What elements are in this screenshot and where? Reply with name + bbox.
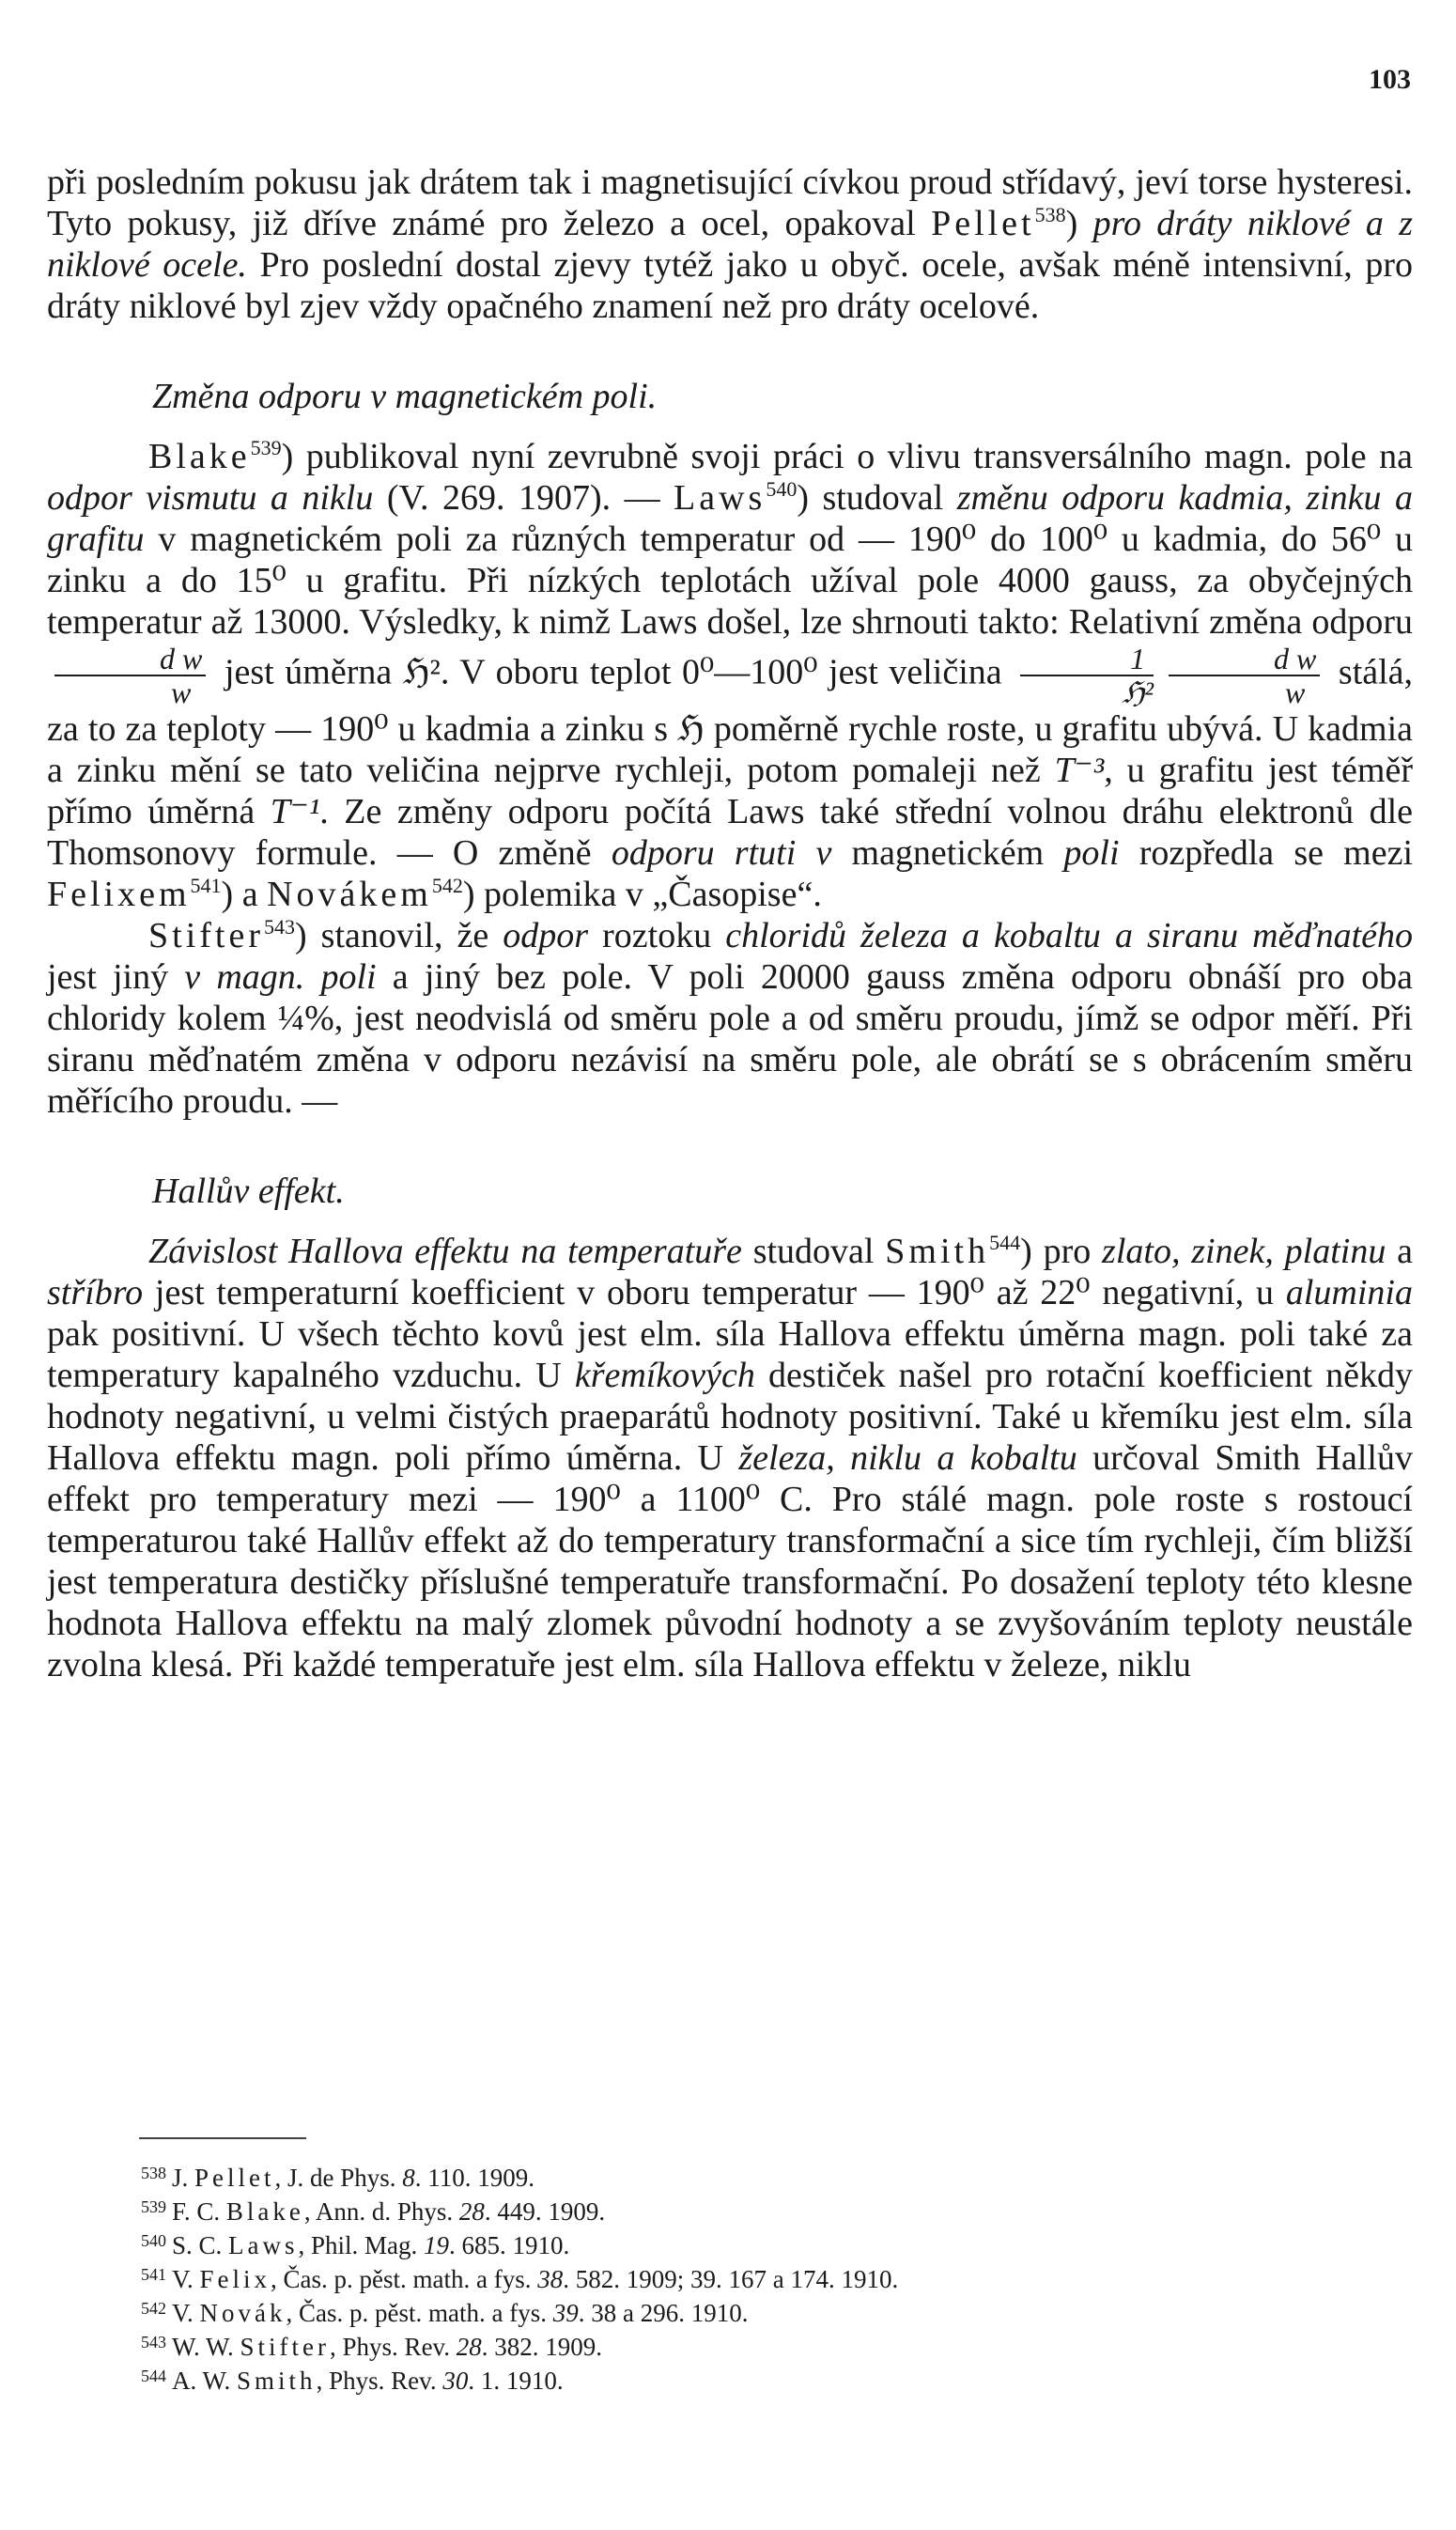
footnote-ref: 541 — [190, 874, 222, 897]
fraction-dw-w — [54, 643, 206, 708]
text-run: pak positivní. U všech těchto kovů jest elm. síla Hallova effektu úměrna magn. poli také za temperatury kapalného vzduchu. U — [47, 1314, 1413, 1395]
footnote-542 — [141, 2294, 1418, 2328]
italic-run: Závislost Hallova effektu na temperatuře — [148, 1232, 742, 1271]
text-run: W. W. — [172, 2333, 240, 2361]
italic-run: v magn. poli — [184, 957, 377, 997]
text-run: roztoku — [588, 916, 726, 955]
text-run: ) — [1065, 204, 1093, 243]
fraction-denominator: w — [171, 675, 192, 709]
text-run: magnetickém — [831, 833, 1064, 873]
author-name: Novák — [199, 2299, 287, 2327]
footnote-543 — [141, 2328, 1418, 2362]
text-run: (V. 269. 1907). — — [373, 478, 674, 518]
text-run: . Ze změny odporu počítá Laws také střední volnou dráhu elektronů dle Thomsonovy formule. — O změně — [47, 792, 1413, 873]
footnote-ref: 542 — [431, 874, 463, 897]
footnote-541 — [141, 2260, 1418, 2294]
text-run: studoval — [741, 1232, 886, 1271]
paragraph-blake-laws — [47, 436, 1413, 915]
body-text — [47, 162, 1413, 1685]
text-run: . 110. 1909. — [414, 2164, 535, 2192]
fraction-numerator: d w — [1169, 643, 1320, 676]
author-name: Smith — [237, 2367, 317, 2395]
text-run: J. — [172, 2164, 195, 2192]
author-name: Blake — [225, 2197, 304, 2226]
text-run: destiček našel pro rotační koefficient někdy hodnoty negativní, u velmi čistých praeparátů hodnoty positivní. Také u křemíku jest elm. síla Hallova effektu magn. poli přímo úměrna. U — [47, 1356, 1413, 1478]
text-run: , Phys. Rev. — [330, 2333, 457, 2361]
volume: 28 — [456, 2333, 482, 2361]
footnote-539 — [141, 2193, 1418, 2227]
math-run: T⁻³ — [1054, 751, 1105, 790]
text-run: . 382. 1909. — [481, 2333, 603, 2361]
author-name: Stifter — [148, 916, 264, 955]
page-number: 103 — [1369, 64, 1411, 95]
volume: 28 — [458, 2197, 485, 2226]
text-run: rozpředla se mezi — [1119, 833, 1414, 873]
paragraph-torsion — [47, 162, 1413, 327]
text-run: a jiný bez pole. V poli 20000 gauss změna odporu obnáší pro oba chloridy kolem ¼%, jest neodvislá od směru pole a od směru proudu, jímž se odpor měří. Při siranu měďnatém změna v odporu nezávisí na směru pole, ale obrátí se s obrácením směru měřícího proudu. — — [47, 957, 1413, 1121]
author-name: Laws — [228, 2231, 299, 2259]
section-heading-hall: Hallův effekt. — [152, 1172, 345, 1211]
footnote-mark: 540 — [141, 2231, 166, 2250]
volume: 30 — [442, 2367, 469, 2395]
footnote-ref: 539 — [250, 436, 282, 459]
text-run: jest úměrna ℌ². V oboru teplot 0⁰—100⁰ jest veličina — [224, 652, 1002, 692]
text-run: V. — [172, 2299, 200, 2327]
author-name: Pellet — [194, 2164, 275, 2192]
author-name: Pellet — [931, 204, 1035, 243]
volume: 8 — [402, 2164, 415, 2192]
volume: 19 — [424, 2231, 450, 2259]
text-run: , Ann. d. Phys. — [303, 2197, 459, 2226]
text-run: , u grafitu jest téměř přímo úměrná — [47, 751, 1414, 831]
italic-run: stříbro — [47, 1273, 144, 1312]
text-run: ) pro — [1020, 1232, 1103, 1271]
text-run: F. C. — [172, 2197, 226, 2226]
author-name: Felixem — [47, 875, 191, 914]
text-run: ) publikoval nyní zevrubně svoji práci o vlivu transversálního magn. pole na — [281, 437, 1413, 476]
text-run: ) studoval — [797, 478, 957, 518]
volume: 38 — [537, 2265, 564, 2293]
section-heading-resistance: Změna odporu v magnetickém poli. — [152, 377, 658, 416]
text-run: a — [1386, 1232, 1414, 1271]
footnote-mark: 538 — [141, 2164, 166, 2182]
footnote-mark: 539 — [141, 2197, 166, 2216]
footnote-mark: 541 — [141, 2265, 166, 2284]
fraction-denominator: w — [1284, 675, 1306, 709]
footnote-ref: 538 — [1034, 203, 1066, 226]
footnote-divider — [139, 2137, 306, 2139]
volume: 39 — [552, 2299, 579, 2327]
text-run: , Phys. Rev. — [316, 2367, 443, 2395]
text-run: v magnetickém poli za různých temperatur od — 190⁰ do 100⁰ u kadmia, do 56⁰ u zinku a do 15⁰ u grafitu. Při nízkých teplotách užíval pole 4000 gauss, za obyčejných temperatur až 13000. Výsledky, k nimž Laws došel, lze shrnouti takto: Relativní změna odporu — [47, 520, 1413, 642]
italic-run: odpor — [503, 916, 589, 955]
text-run: A. W. — [172, 2367, 238, 2395]
math-run: T⁻¹ — [270, 792, 320, 831]
fraction-1-h2 — [1020, 643, 1154, 708]
author-name: Felix — [199, 2265, 271, 2293]
footnote-538 — [141, 2159, 1418, 2193]
text-run: V. — [172, 2265, 200, 2293]
italic-run: změnu odporu kadmia, zinku a grafitu — [47, 478, 1413, 559]
italic-run: chloridů železa a kobaltu a siranu měďnatého — [725, 916, 1414, 955]
text-run: , Čas. p. pěst. math. a fys. — [271, 2265, 538, 2293]
author-name: Smith — [885, 1232, 990, 1271]
footnote-ref: 544 — [989, 1231, 1021, 1254]
text-run: ) stanovil, že — [294, 916, 503, 955]
text-run: . 449. 1909. — [484, 2197, 606, 2226]
italic-run: pro dráty niklové a z niklové ocele. — [47, 204, 1413, 285]
fraction-dw-w-2 — [1169, 643, 1320, 708]
footnote-mark: 543 — [141, 2333, 166, 2352]
footnote-540 — [141, 2227, 1418, 2260]
footnote-ref: 543 — [263, 915, 295, 939]
footnotes — [141, 2159, 1418, 2396]
italic-run: železa, niklu a kobaltu — [738, 1438, 1077, 1478]
text-run: S. C. — [172, 2231, 229, 2259]
italic-run: křemíkových — [574, 1356, 755, 1395]
italic-run: aluminia — [1285, 1273, 1413, 1312]
text-run: , Čas. p. pěst. math. a fys. — [286, 2299, 553, 2327]
text-run: . 38 a 296. 1910. — [578, 2299, 749, 2327]
text-run: Pro poslední dostal zjevy tytéž jako u obyč. ocele, avšak méně intensivní, pro dráty niklové byl zjev vždy opačného znamení než pro dráty ocelové. — [47, 245, 1413, 326]
author-name: Blake — [148, 437, 251, 476]
author-name: Novákem — [267, 875, 432, 914]
text-run: . 685. 1910. — [449, 2231, 570, 2259]
fraction-numerator: d w — [54, 643, 206, 676]
text-run: , Phil. Mag. — [298, 2231, 425, 2259]
footnote-mark: 544 — [141, 2367, 166, 2385]
footnote-ref: 540 — [766, 477, 798, 501]
text-run: ) a — [221, 875, 268, 914]
paragraph-stifter — [47, 915, 1413, 1122]
paragraph-smith — [47, 1231, 1413, 1685]
fraction-denominator: ℌ² — [1122, 675, 1154, 709]
fraction-numerator: 1 — [1020, 643, 1154, 676]
italic-run: odporu rtuti v — [611, 833, 832, 873]
text-run: určoval Smith Hallův effekt pro temperatury mezi — 190⁰ a 1100⁰ C. Pro stálé magn. pole roste s rostoucí temperaturou také Hallův effekt až do temperatury transformační a sice tím rychleji, čím bližší jest temperatura destičky příslušné temperatuře transformační. Po dosažení teploty této klesne hodnota Hallova effektu na malý zlomek původní hodnoty a se zvyšováním teploty neustále zvolna klesá. Při každé temperatuře jest elm. síla Hallova effektu v železe, niklu — [47, 1438, 1413, 1684]
text-run: ) polemika v „Časopise“. — [462, 875, 822, 914]
text-run: jest temperaturní koefficient v oboru temperatur — 190⁰ až 22⁰ negativní, u — [143, 1273, 1286, 1312]
italic-run: odpor vismutu a niklu — [47, 478, 374, 518]
text-run: stálá, za to za teploty — 190⁰ u kadmia a zinku s ℌ poměrně rychle roste, u grafitu ubývá. U kadmia a zinku mění se tato veličina nejprve rychleji, potom pomaleji než — [47, 652, 1414, 790]
text-run: při posledním pokusu jak drátem tak i magnetisující cívkou proud střídavý, jeví torse hysteresi. Tyto pokusy, již dříve známé pro železo a ocel, opakoval — [47, 163, 1413, 243]
footnote-544 — [141, 2362, 1418, 2396]
italic-run: poli — [1063, 833, 1120, 873]
footnote-mark: 542 — [141, 2299, 166, 2318]
text-run: , J. de Phys. — [274, 2164, 403, 2192]
text-run: jest jiný — [47, 957, 185, 997]
italic-run: zlato, zinek, platinu — [1102, 1232, 1386, 1271]
text-run: . 1. 1910. — [468, 2367, 564, 2395]
author-name: Laws — [674, 478, 767, 518]
text-run: . 582. 1909; 39. 167 a 174. 1910. — [563, 2265, 899, 2293]
author-name: Stifter — [240, 2333, 331, 2361]
